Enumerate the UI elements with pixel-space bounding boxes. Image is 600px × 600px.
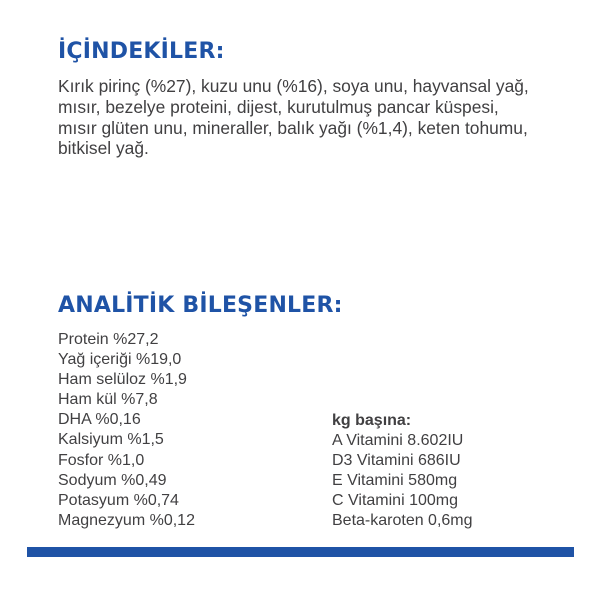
nutrient-list xyxy=(58,330,195,531)
vitamin-list xyxy=(332,431,473,531)
nutrient-item-dha: DHA %0,16 xyxy=(58,411,141,429)
analytical-components-heading: ANALİTİK BİLEŞENLER: xyxy=(58,293,343,318)
nutrient-item-magnesium: Magnezyum %0,12 xyxy=(58,511,195,529)
nutrient-item-calcium: Kalsiyum %1,5 xyxy=(58,431,164,449)
nutrient-item-fat: Yağ içeriği %19,0 xyxy=(58,351,182,369)
nutrient-item-protein: Protein %27,2 xyxy=(58,331,159,348)
nutrient-item-potassium: Potasyum %0,74 xyxy=(58,491,179,509)
vitamin-item-beta-carotene: Beta-karoten 0,6mg xyxy=(332,512,473,530)
per-kg-heading: kg başına: xyxy=(332,412,412,429)
vitamin-item-e: E Vitamini 580mg xyxy=(332,472,458,490)
ingredients-heading: İÇİNDEKİLER: xyxy=(58,39,225,64)
nutrient-item-crude-fibre: Ham selüloz %1,9 xyxy=(58,371,187,389)
nutrient-item-sodium: Sodyum %0,49 xyxy=(58,471,167,489)
vitamin-block xyxy=(332,411,473,532)
bottom-divider-bar xyxy=(27,547,574,557)
nutrient-item-phosphorus: Fosfor %1,0 xyxy=(58,451,145,469)
nutrient-item-crude-ash: Ham kül %7,8 xyxy=(58,391,158,409)
ingredients-text: Kırık pirinç (%27), kuzu unu (%16), soya unu, hayvansal yağ, mısır, bezelye proteini, dijest, kurutulmuş pancar küspesi, mısır glüten unu, mineraller, balık yağı (%1,4), keten tohumu, bitkisel yağ. xyxy=(58,76,529,159)
vitamin-item-c: C Vitamini 100mg xyxy=(332,492,458,510)
vitamin-item-d3: D3 Vitamini 686IU xyxy=(332,452,461,470)
vitamin-item-a: A Vitamini 8.602IU xyxy=(332,432,464,450)
